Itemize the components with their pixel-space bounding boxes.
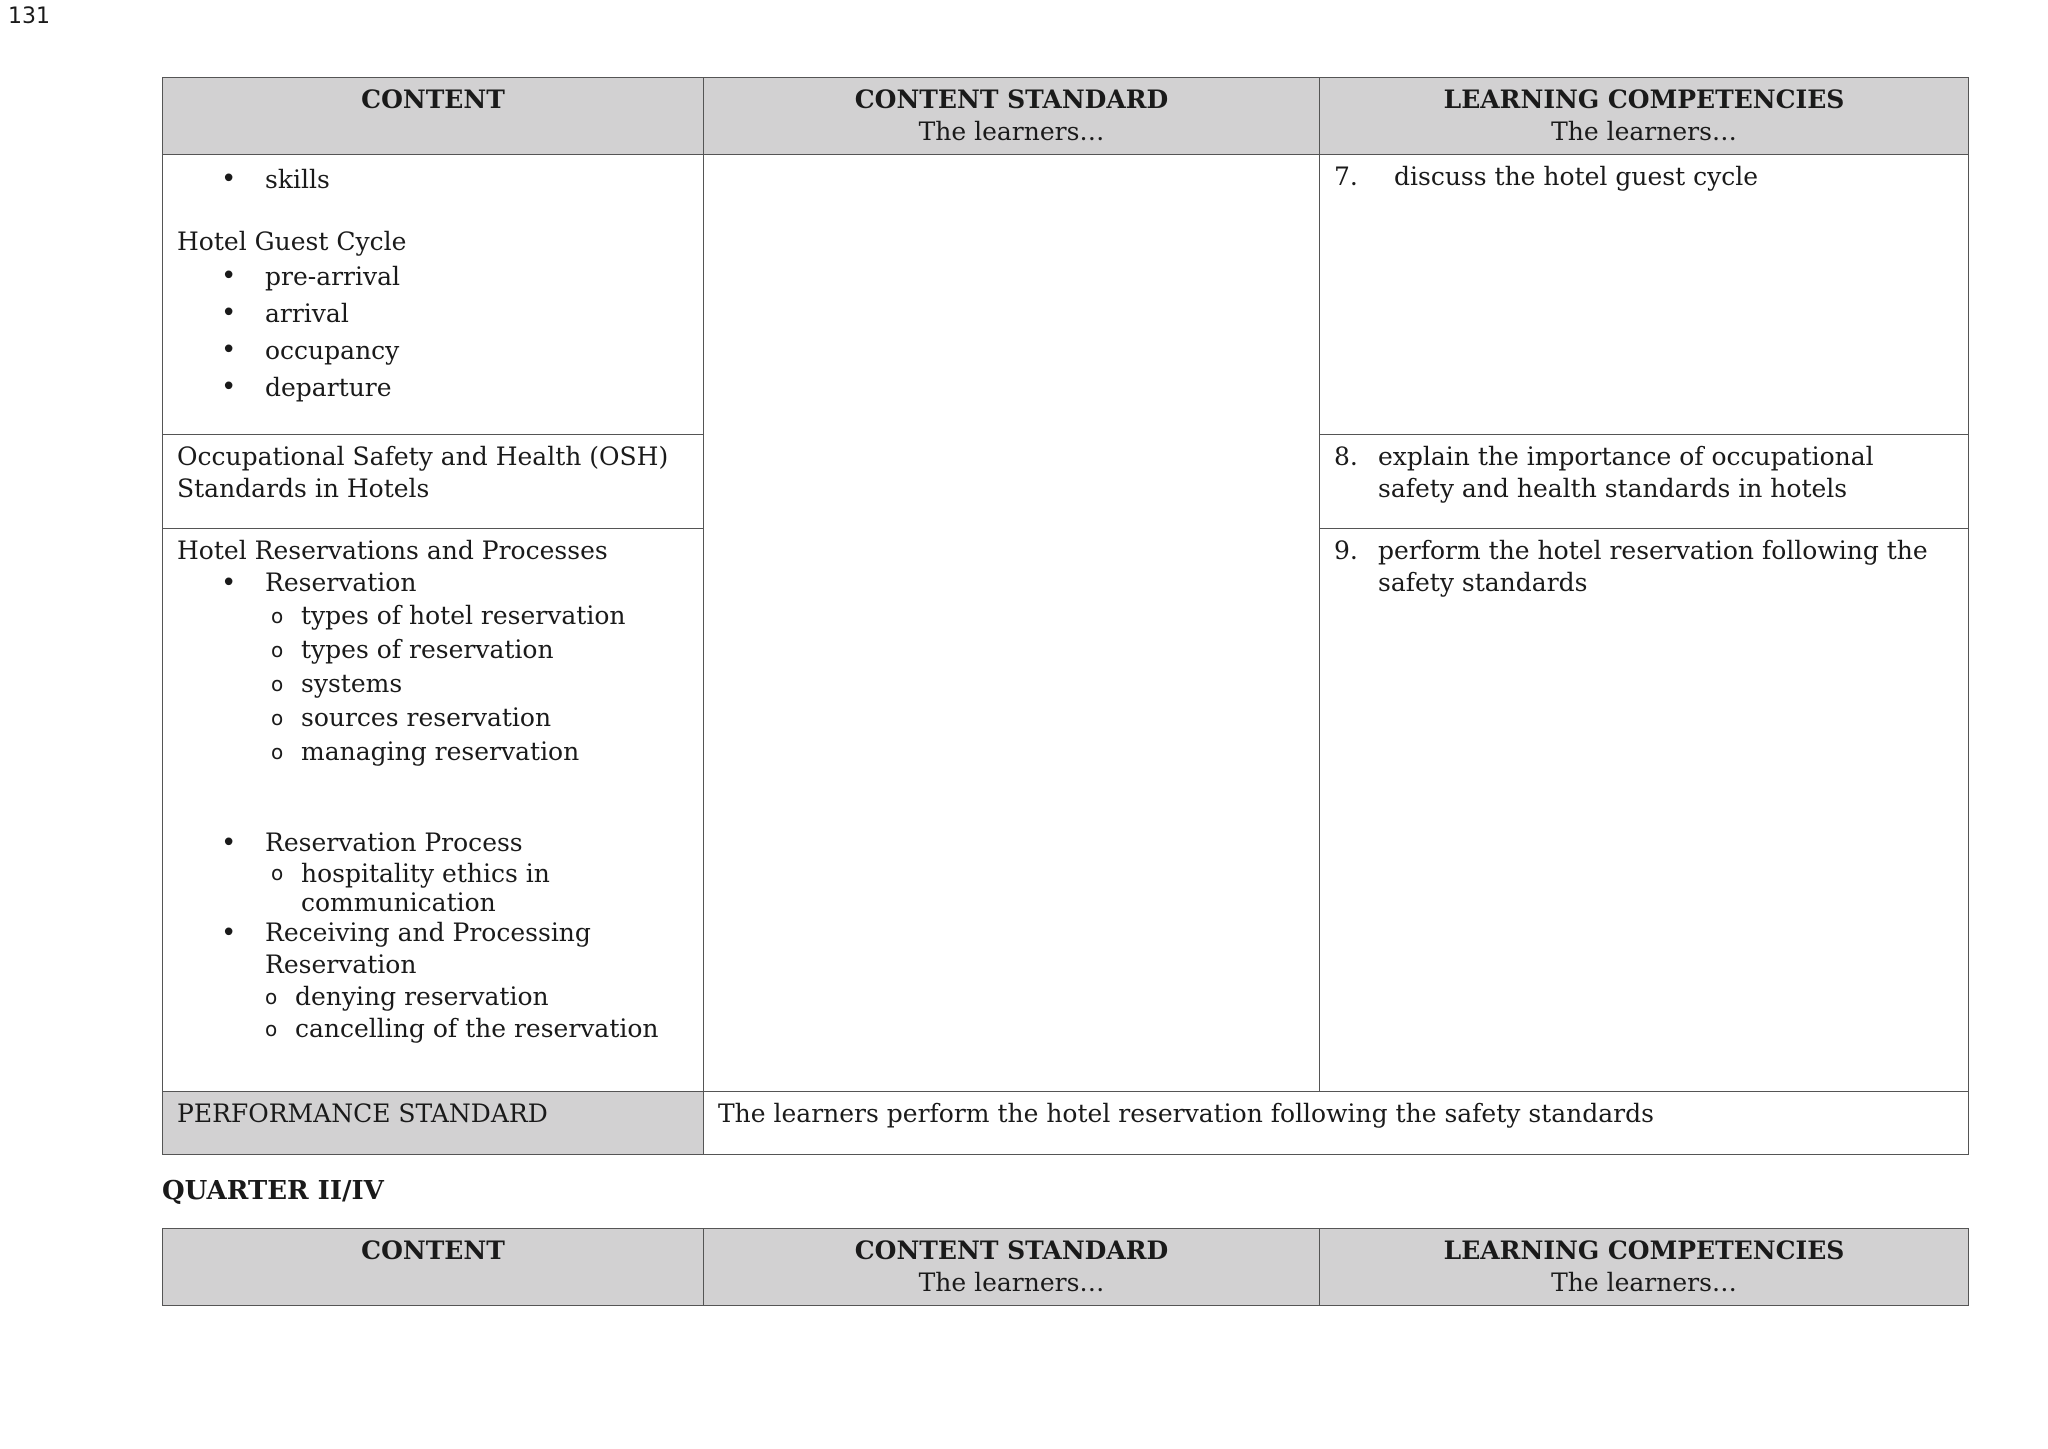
content-standard-header-title: CONTENT STANDARD	[854, 85, 1169, 114]
content-cell-guest-cycle	[163, 155, 704, 435]
learning-competencies-header-sub: The learners…	[1551, 1268, 1737, 1297]
list-item: o types of reservation	[177, 633, 689, 667]
competency-text: perform the hotel reservation following the safety standards	[1378, 536, 1928, 597]
content-standard-header	[704, 78, 1320, 155]
section-heading: Hotel Reservations and Processes	[177, 536, 608, 565]
section-heading: Hotel Guest Cycle	[177, 227, 407, 256]
list-item: • pre-arrival	[177, 258, 689, 295]
list-item: o systems	[177, 667, 689, 701]
learning-competencies-header	[1320, 78, 1969, 155]
list-item: o denying reservation	[177, 981, 689, 1013]
list-item: • departure	[177, 369, 689, 406]
content-standard-header-title: CONTENT STANDARD	[854, 1236, 1169, 1265]
learning-competencies-header-title: LEARNING COMPETENCIES	[1443, 85, 1845, 114]
content-header-title: CONTENT	[361, 1236, 505, 1265]
bullet-list	[177, 258, 689, 406]
list-item: • skills	[177, 161, 689, 198]
competency-cell-7	[1320, 155, 1969, 435]
competency-text: discuss the hotel guest cycle	[1394, 162, 1759, 191]
quarter-title: QUARTER II/IV	[162, 1176, 384, 1206]
bullet-list	[177, 827, 689, 859]
page-number: 131	[8, 4, 50, 29]
bullet-list	[177, 567, 689, 599]
content-standard-header-sub: The learners…	[918, 1268, 1105, 1297]
list-item: o managing reservation	[177, 735, 689, 769]
list-item: • occupancy	[177, 332, 689, 369]
content-cell-reservations	[163, 529, 704, 1092]
list-item: • arrival	[177, 295, 689, 332]
list-item: • Receiving and Processing Reservation	[177, 917, 605, 981]
competency-number: 8.	[1334, 442, 1358, 471]
quarter-table	[162, 1228, 1969, 1306]
competency-number: 7.	[1334, 162, 1358, 191]
bullet-list	[177, 917, 689, 981]
learning-competencies-header-title: LEARNING COMPETENCIES	[1443, 1236, 1845, 1265]
content-header	[163, 1229, 704, 1306]
performance-standard-row	[163, 1092, 1969, 1155]
header-row	[163, 78, 1969, 155]
performance-standard-label: PERFORMANCE STANDARD	[163, 1092, 704, 1155]
learning-competencies-header	[1320, 1229, 1969, 1306]
list-item: o types of hotel reservation	[177, 599, 689, 633]
sub-list	[177, 859, 689, 917]
content-standard-header	[704, 1229, 1320, 1306]
osh-content: Occupational Safety and Health (OSH) Standards in Hotels	[177, 442, 669, 503]
list-item: o cancelling of the reservation	[177, 1013, 689, 1045]
table-row-guest-cycle	[163, 155, 1969, 435]
performance-standard-text: The learners perform the hotel reservation following the safety standards	[704, 1092, 1969, 1155]
competency-cell-9	[1320, 529, 1969, 1092]
sub-list	[177, 599, 689, 769]
sub-list	[177, 981, 689, 1045]
list-item: o hospitality ethics in communication	[177, 859, 561, 917]
list-item: • Reservation	[177, 567, 689, 599]
competency-cell-8	[1320, 435, 1969, 529]
content-standard-cell	[704, 155, 1320, 1092]
content-standard-header-sub: The learners…	[918, 117, 1105, 146]
competency-text: explain the importance of occupational safety and health standards in hotels	[1378, 442, 1874, 503]
header-row	[163, 1229, 1969, 1306]
curriculum-table	[162, 77, 1969, 1155]
content-cell-osh	[163, 435, 704, 529]
competency-number: 9.	[1334, 536, 1358, 565]
list-item: • Reservation Process	[177, 827, 689, 859]
bullet-list	[177, 161, 689, 198]
content-header	[163, 78, 704, 155]
list-item: o sources reservation	[177, 701, 689, 735]
learning-competencies-header-sub: The learners…	[1551, 117, 1737, 146]
content-header-title: CONTENT	[361, 85, 505, 114]
